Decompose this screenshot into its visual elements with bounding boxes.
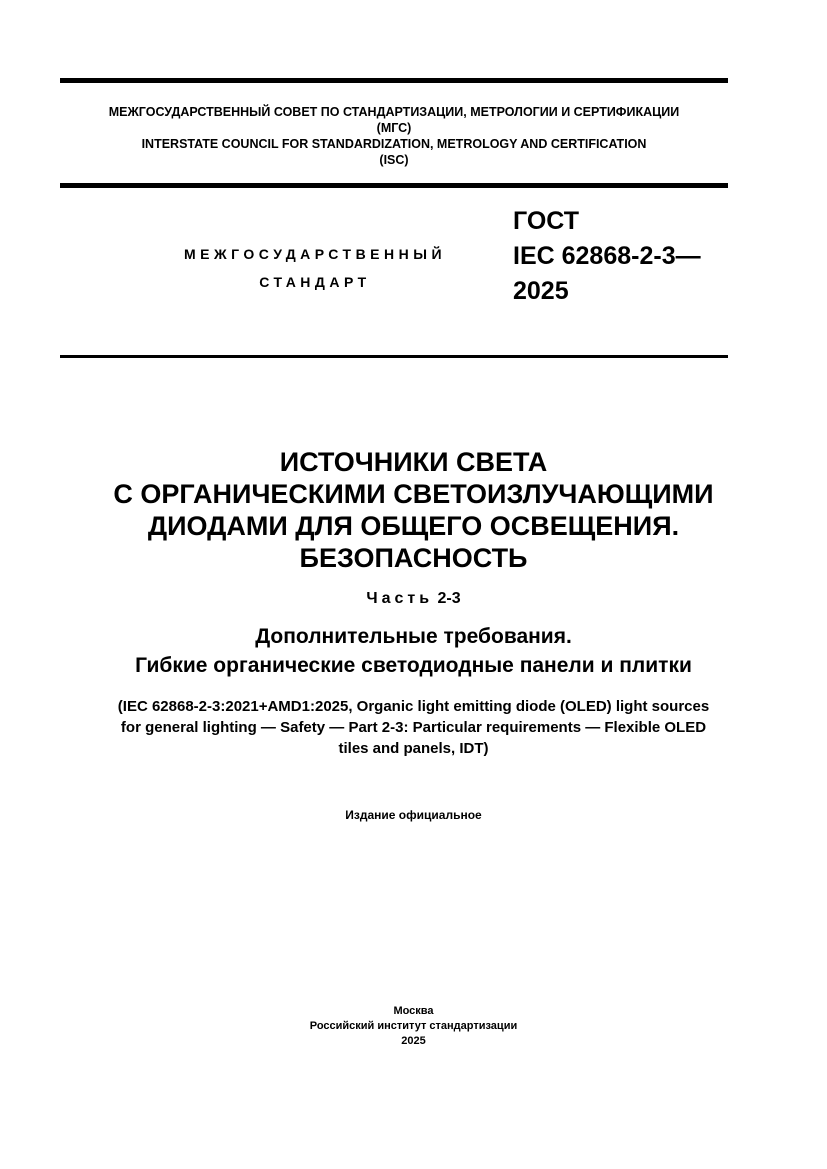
intl-line: tiles and panels, IDT) xyxy=(338,740,489,757)
council-header xyxy=(60,104,728,168)
subtitle-line: Дополнительные требования. xyxy=(255,625,572,648)
council-abbr-en: (ISC) xyxy=(379,153,409,167)
title-line: ИСТОЧНИКИ СВЕТА xyxy=(279,447,548,477)
international-reference xyxy=(40,696,787,759)
council-name-ru: МЕЖГОСУДАРСТВЕННЫЙ СОВЕТ ПО СТАНДАРТИЗАЦИИ, МЕТРОЛОГИИ И СЕРТИФИКАЦИИ xyxy=(108,105,680,119)
designation-year: 2025 xyxy=(513,277,569,305)
imprint-year: 2025 xyxy=(401,1035,426,1047)
intl-line: for general lighting — Safety — Part 2-3: Particular requirements — Flexible OLED xyxy=(120,719,707,736)
imprint-city: Москва xyxy=(393,1005,434,1017)
standard-kind-line2: СТАНДАРТ xyxy=(259,274,371,290)
intl-line: (IEC 62868-2-3:2021+AMD1:2025, Organic light emitting diode (OLED) light sources xyxy=(117,698,710,715)
part-label xyxy=(40,588,787,610)
part-number: 2-3 xyxy=(437,590,461,607)
standard-kind-line1: МЕЖГОСУДАРСТВЕННЫЙ xyxy=(183,246,447,262)
document-subtitle xyxy=(40,622,787,680)
title-line: ДИОДАМИ ДЛЯ ОБЩЕГО ОСВЕЩЕНИЯ. xyxy=(147,511,680,541)
part-word: Часть xyxy=(366,590,434,607)
standard-designation xyxy=(513,204,701,309)
standard-kind xyxy=(110,240,520,296)
designation-number: IEC 62868-2-3— xyxy=(513,242,701,270)
title-line: БЕЗОПАСНОСТЬ xyxy=(299,543,528,573)
subtitle-line: Гибкие органические светодиодные панели и плитки xyxy=(135,654,692,677)
imprint-publisher: Российский институт стандартизации xyxy=(309,1020,518,1032)
top-divider xyxy=(60,78,728,83)
council-abbr-ru: (МГС) xyxy=(376,121,412,135)
title-line: С ОРГАНИЧЕСКИМИ СВЕТОИЗЛУЧАЮЩИМИ xyxy=(113,479,714,509)
imprint xyxy=(40,1004,787,1049)
middle-divider xyxy=(60,183,728,188)
designation-gost: ГОСТ xyxy=(513,207,579,235)
bottom-divider xyxy=(60,355,728,358)
council-name-en: INTERSTATE COUNCIL FOR STANDARDIZATION, METROLOGY AND CERTIFICATION xyxy=(141,137,647,151)
edition-note: Издание официальное xyxy=(345,808,482,822)
document-title xyxy=(40,446,787,574)
